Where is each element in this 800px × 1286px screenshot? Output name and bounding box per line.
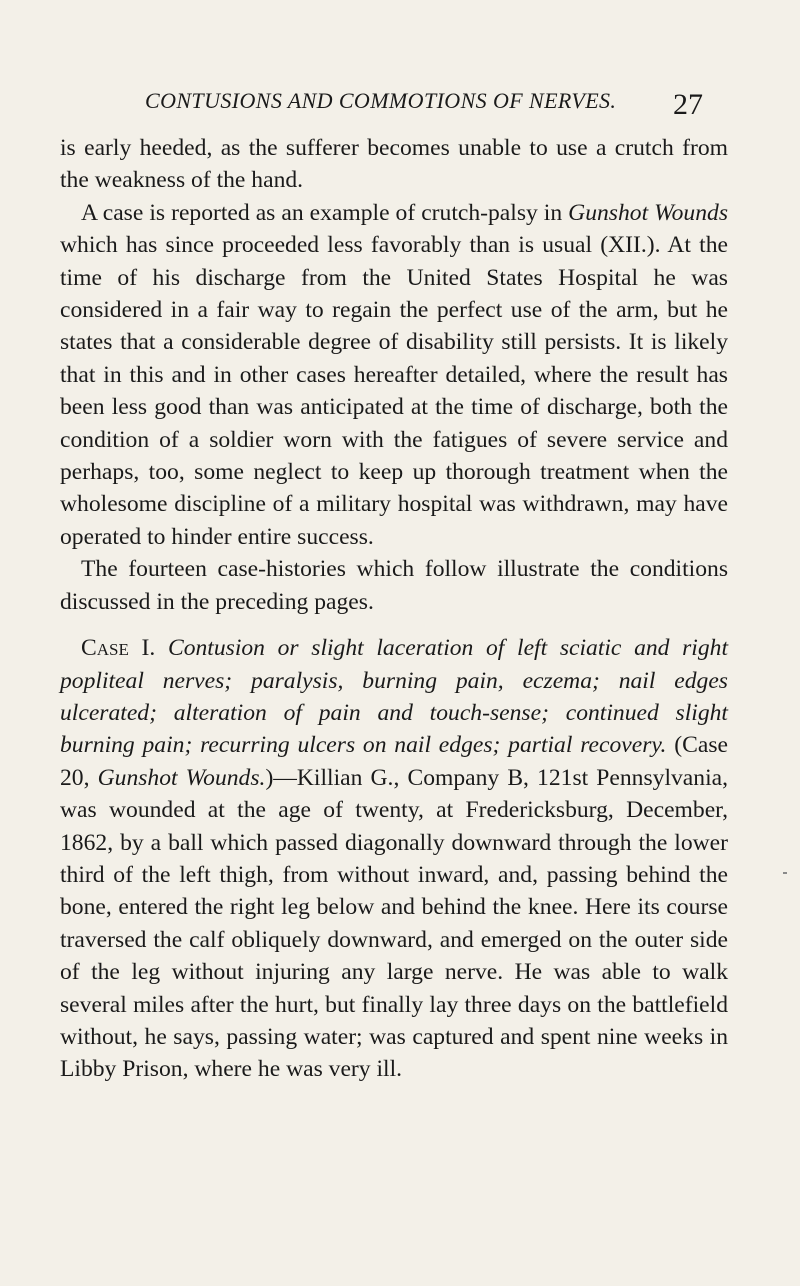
body-text <box>60 132 728 1086</box>
paragraph-crutch-palsy <box>60 197 728 553</box>
page-number: 27 <box>673 88 703 121</box>
book-title: Gunshot Wounds <box>568 199 728 226</box>
running-head: CONTUSIONS AND COMMOTIONS OF NERVES. <box>145 88 617 113</box>
case-label: Case I. <box>81 635 156 662</box>
paragraph-continuation: is early heeded, as the sufferer becomes unable to use a crutch from the weakness of the hand. <box>60 135 728 194</box>
paragraph-text: which has since proceeded less favorably than is usual (XII.). At the time of his discharge from the United States Hospital he was considered in a fair way to regain the perfect use of the arm, but he states that a considerable degree of disability still persists. It is likely that in this and in other cases hereafter detailed, where the result has been less good than was anticipated at the time of discharge, both the condition of a soldier worn with the fatigues of severe service and perhaps, too, some neglect to keep up thorough treatment when the wholesome discipline of a military hospital was withdrawn, may have operated to hinder entire success. <box>60 232 728 550</box>
case-reference-close: )— <box>265 764 297 791</box>
paragraph-case-histories: The fourteen case-histories which follow illustrate the conditions discussed in the preceding pages. <box>60 556 728 615</box>
margin-mark <box>783 872 787 874</box>
case-reference: (Case 20, <box>60 732 728 791</box>
paragraph-text: A case is reported as an example of crutch-palsy in <box>81 199 569 226</box>
case-reference-title: Gunshot Wounds. <box>97 764 266 791</box>
case-text: Killian G., Company B, 121st Pennsylvania, was wounded at the age of twenty, at Fredericksburg, December, 1862, by a ball which passed diagonally downward through the lower third of the left thigh, from without inward, and, passing behind the bone, entered the right leg below and behind the knee. Here its course traversed the calf obliquely downward, and emerged on the outer side of the leg without injuring any large nerve. He was able to walk several miles after the hurt, but finally lay three days on the battlefield without, he says, passing water; was captured and spent nine weeks in Libby Prison, where he was very ill. <box>60 764 728 1083</box>
case-entry <box>60 632 728 1086</box>
case-title: Contusion or slight laceration of left sciatic and right popliteal nerves; paralysis, burning pain, eczema; nail edges ulcerated; alteration of pain and touch-sense; continued slight burning pain; recurring ulcers on nail edges; partial recovery. <box>60 635 729 759</box>
